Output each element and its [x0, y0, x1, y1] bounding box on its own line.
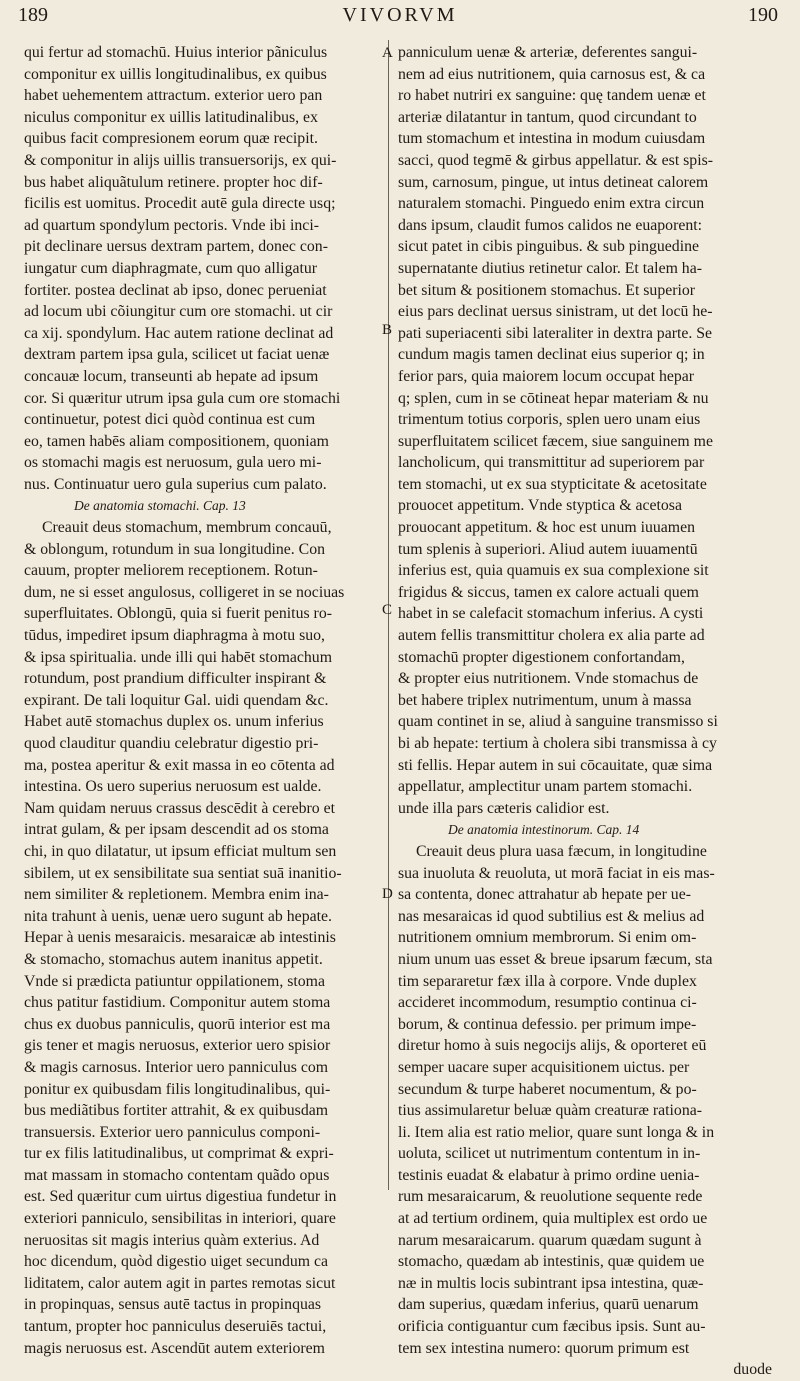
- text-line: testinis euadat & elabatur à primo ordine uenia-: [398, 1166, 700, 1184]
- text-line: hoc dicendum, quòd digestio uiget secundum ca: [24, 1253, 329, 1271]
- text-line: diretur homo à suis negocijs alijs, & oporteret eū: [398, 1037, 707, 1055]
- text-line: transuersis. Exterior uero panniculus componi-: [24, 1123, 321, 1141]
- text-line: tem stomachi, ut ex sua stypticitate & acetositate: [398, 475, 707, 493]
- text-line: naturalem stomachi. Pinguedo enim extra circun: [398, 195, 705, 213]
- text-line: tum stomachum et intestina in modum cuiusdam: [398, 130, 706, 148]
- text-line: tius assimularetur beluæ quàm creaturæ rationa-: [398, 1102, 702, 1120]
- text-line: dextram partem ipsa gula, scilicet ut faciat uenæ: [24, 346, 330, 364]
- text-line: nium unum uas esset & breue ipsarum fæcum, sta: [398, 950, 713, 968]
- text-line: nem similiter & repletionem. Membra enim ina-: [24, 886, 329, 904]
- text-line: prouocant appetitum. & hoc est unum iuuamen: [398, 519, 696, 537]
- text-line: orificia contiguantur cum fæcibus ipsis. Sunt au-: [398, 1318, 706, 1336]
- margin-letter-b: B: [382, 322, 393, 338]
- text-line: ponitur ex quibusdam filis longitudinalibus, qui-: [24, 1080, 331, 1098]
- text-line: continuetur, potest dici quòd continua est cum: [24, 411, 316, 429]
- text-line: expirant. De tali loquitur Gal. uidi quendam &c.: [24, 691, 329, 709]
- right-text-block-2: [398, 841, 772, 1359]
- text-line: pit declinare uersus dextram partem, donec con-: [24, 238, 328, 256]
- text-line: cauum, propter meliorem receptionem. Rotun-: [24, 562, 318, 580]
- text-line: ferior pars, quia maiorem locum occupat hepar: [398, 367, 695, 385]
- text-line: at ad tertium ordinem, quia multiplex est ordo ue: [398, 1210, 708, 1228]
- text-line: tūdus, impediret ipsum diaphragma à motu suo,: [24, 627, 325, 645]
- text-line: quam continet in se, aliud à sanguine transmisso si: [398, 713, 718, 731]
- left-column: [24, 42, 378, 1359]
- text-line: sicut patet in cibis pinguibus. & sub pinguedine: [398, 238, 699, 256]
- text-line: os stomachi magis est neruosum, gula uero mi-: [24, 454, 322, 472]
- text-line: pati superiacenti sibi lateraliter in dextra parte. Se: [398, 324, 713, 342]
- text-line: supernatante diutius retinetur calor. Et talem ha-: [398, 259, 702, 277]
- text-line: uoluta, scilicet ut nutrimentum contentum in in-: [398, 1145, 701, 1163]
- text-line: trimentum totius corporis, splen uero unam eius: [398, 411, 701, 429]
- margin-letter-c: C: [382, 602, 393, 618]
- text-line: & ipsa spiritualia. unde illi qui habēt stomachum: [24, 648, 332, 666]
- text-line: prouocet appetitum. Vnde styptica & acetosa: [398, 497, 682, 515]
- text-line: in propinquas, sensus autē tactus in propinquas: [24, 1296, 322, 1314]
- text-line: eo, tamen habēs aliam compositionem, quoniam: [24, 432, 329, 450]
- text-line: nus. Continuatur uero gula superius cum palato.: [24, 475, 327, 493]
- text-line: tum splenis à superiori. Aliud autem iuuamentū: [398, 540, 698, 558]
- text-line: nem ad eius nutritionem, quia carnosus est, & ca: [398, 65, 706, 83]
- chapter-heading-14: De anatomia intestinorum. Cap. 14: [448, 822, 640, 838]
- text-line: ficilis est uomitus. Procedit autē gula directe usq;: [24, 195, 336, 213]
- text-line: & componitur in alijs uillis transuersorijs, ex qui-: [24, 151, 337, 169]
- text-line: inferius est, quia quamuis ex sua complexione sit: [398, 562, 709, 580]
- text-line: tem sex intestina numero: quorum primum est: [398, 1339, 690, 1357]
- text-line: ro habet nutriri ex sanguine: quę tandem uenæ et: [398, 87, 706, 105]
- text-line: nas mesaraicas id quod subtilius est & melius ad: [398, 907, 705, 925]
- page-number-left: 189: [18, 4, 48, 26]
- text-line: intrat gulam, & per ipsam descendit ad os stoma: [24, 821, 329, 839]
- text-line: appellatur, amplectitur unam partem stomachi.: [398, 778, 693, 796]
- right-text-block-1: [398, 42, 772, 819]
- text-line: nita trahunt à uenis, uenæ uero sugunt ab hepate.: [24, 907, 332, 925]
- margin-letter-d: D: [382, 886, 393, 902]
- text-line: neruositas sit magis interius quàm exterius. Ad: [24, 1231, 320, 1249]
- catchword: duode: [733, 1361, 772, 1379]
- text-line: sum, carnosum, pingue, ut intus detineat calorem: [398, 173, 709, 191]
- text-line: chi, in quo dilatatur, ut ipsum efficiat multum sen: [24, 842, 337, 860]
- text-line: & oblongum, rotundum in sua longitudine. Con: [24, 540, 326, 558]
- text-line: Creauit deus stomachum, membrum concauū,: [42, 519, 332, 537]
- page-header: [0, 4, 800, 40]
- text-line: componitur ex uillis longitudinalibus, ex quibus: [24, 65, 327, 83]
- text-line: sibilem, ut ex sensibilitate sua sentiat suā inanitio-: [24, 864, 342, 882]
- text-line: bus mediãtibus fortiter attrahit, & ex quibusdam: [24, 1102, 329, 1120]
- text-line: intestina. Os uero superius neruosum est ualde.: [24, 778, 322, 796]
- text-line: bet situm & positionem stomachus. Et superior: [398, 281, 696, 299]
- text-line: bet habere triplex nutrimentum, unum à massa: [398, 691, 692, 709]
- text-line: exteriori panniculo, sensibilitas in interiori, quare: [24, 1210, 336, 1228]
- text-line: quibus facit compresionem eorum quæ recipit.: [24, 130, 318, 148]
- text-line: secundum & turpe haberet nocumentum, & po-: [398, 1080, 697, 1098]
- text-line: & magis carnosus. Interior uero panniculus com: [24, 1058, 329, 1076]
- text-line: habet uehementem attractum. exterior uero pan: [24, 87, 323, 105]
- text-line: frigidus & siccus, tamen ex calore actuali quem: [398, 583, 699, 601]
- text-line: Hepar à uenis mesaraicis. mesaraicæ ab intestinis: [24, 929, 336, 947]
- text-line: rotundum, post prandium difficulter inspirant &: [24, 670, 327, 688]
- text-line: eius pars declinat uersus sinistram, ut det locū he-: [398, 303, 713, 321]
- text-line: stomacho, quædam ab intestinis, quæ quidem ue: [398, 1253, 705, 1271]
- text-line: cundum magis tamen declinat eius superior q; in: [398, 346, 705, 364]
- text-line: næ in multis locis subintrant ipsa intestina, quæ-: [398, 1274, 704, 1292]
- text-line: ma, postea aperitur & exit massa in eo cōtenta ad: [24, 756, 335, 774]
- text-line: magis neruosus est. Ascendūt autem exteriorem: [24, 1339, 325, 1357]
- text-line: panniculum uenæ & arteriæ, deferentes sangui-: [398, 44, 698, 61]
- text-line: & propter eius nutritionem. Vnde stomachus de: [398, 670, 699, 688]
- text-line: tur ex filis latitudinalibus, ut comprimat & expri-: [24, 1145, 334, 1163]
- text-line: chus ex duobus panniculis, quorū interior est ma: [24, 1015, 331, 1033]
- text-line: quod clauditur quandiu celebratur digestio pri-: [24, 735, 319, 752]
- text-line: semper uacare super acquisitionem uictus. per: [398, 1058, 690, 1076]
- text-line: fortiter. postea declinat ab ipso, donec perueniat: [24, 281, 327, 299]
- text-line: bus habet aliquãtulum retinere. propter hoc dif-: [24, 173, 323, 191]
- text-line: Creauit deus plura uasa fæcum, in longitudine: [416, 842, 707, 860]
- text-line: chus patitur fastidium. Componitur autem stoma: [24, 994, 331, 1012]
- right-column: [398, 42, 772, 1381]
- page-number-right: 190: [748, 4, 778, 26]
- text-line: stomachū propter digestionem confortandam,: [398, 648, 685, 666]
- text-line: & stomacho, stomachus autem inanitus appetit.: [24, 950, 323, 968]
- text-line: Nam quidam neruus crassus descēdit à cerebro et: [24, 799, 335, 817]
- left-text-block-1: [24, 42, 378, 495]
- text-line: arteriæ dilatantur in tantum, quod circundant to: [398, 108, 697, 126]
- text-line: qui fertur ad stomachū. Huius interior pãniculus: [24, 44, 328, 61]
- running-title: VIVORVM: [342, 4, 458, 26]
- text-line: superfluitates. Oblongū, quia si fuerit penitus ro-: [24, 605, 332, 623]
- text-line: q; splen, cum in se cōtineat hepar materiam & nu: [398, 389, 709, 407]
- text-line: iungatur cum diaphragmate, cum quo alligatur: [24, 259, 318, 277]
- chapter-heading-13: De anatomia stomachi. Cap. 13: [74, 498, 246, 514]
- text-line: autem fellis transmittitur cholera ex alia parte ad: [398, 627, 705, 645]
- text-line: tantum, propter hoc panniculus deseruiēs tactui,: [24, 1318, 327, 1336]
- text-line: unde illa pars cæteris calidior est.: [398, 799, 610, 817]
- text-line: dum, ne si esset angulosus, colligeret in se nociuas: [24, 583, 345, 601]
- left-text-block-2: [24, 517, 378, 1359]
- text-line: bi ab hepate: tertium à cholera sibi transmissa à cy: [398, 735, 717, 752]
- text-line: accideret incommodum, resumptio continua ci-: [398, 994, 697, 1012]
- text-line: liditatem, calor autem agit in partes remotas sicut: [24, 1274, 336, 1292]
- text-line: habet in se calefacit stomachum inferius. A cysti: [398, 605, 704, 623]
- text-line: dans ipsum, claudit fumos calidos ne euaporent:: [398, 216, 703, 234]
- text-line: ca xij. spondylum. Hac autem ratione declinat ad: [24, 324, 334, 342]
- text-line: superfluitatem scilicet fæcem, siue sanguinem me: [398, 432, 713, 450]
- text-line: lancholicum, qui transmittitur ad superiorem par: [398, 454, 705, 472]
- text-line: niculus componitur ex uillis latitudinalibus, ex: [24, 108, 318, 126]
- text-line: Vnde si prædicta patiuntur oppilationem, stoma: [24, 972, 325, 990]
- text-line: rum mesaraicarum, & reuolutione sequente rede: [398, 1188, 703, 1206]
- text-line: est. Sed quæritur cum uirtus digestiua fundetur in: [24, 1188, 337, 1206]
- text-line: li. Item alia est ratio melior, quare sunt longa & in: [398, 1123, 715, 1141]
- text-line: cor. Si quæritur utrum ipsa gula cum ore stomachi: [24, 389, 341, 407]
- text-line: sa contenta, donec attrahatur ab hepate per ue-: [398, 886, 691, 904]
- margin-letter-a: A: [382, 45, 393, 61]
- text-line: gis tener et magis neruosus, exterior uero spisior: [24, 1037, 331, 1055]
- text-line: Habet autē stomachus duplex os. unum inferius: [24, 713, 324, 731]
- text-line: sti fellis. Hepar autem in sui cōcauitate, quæ sima: [398, 756, 713, 774]
- text-line: sua inuoluta & reuoluta, ut morā faciat in eis mas-: [398, 864, 715, 882]
- text-line: concauæ locum, transeunti ab hepate ad ipsum: [24, 367, 319, 385]
- text-line: narum mesaraicarum. quarum quædam sugunt à: [398, 1231, 702, 1249]
- text-line: borum, & continua defessio. per primum impe-: [398, 1015, 697, 1033]
- text-line: nutritionem omnium membrorum. Si enim om-: [398, 929, 697, 947]
- text-line: mat massam in stomacho contentam quãdo opus: [24, 1166, 330, 1184]
- text-line: ad locum ubi cõiungitur cum ore stomachi. ut cir: [24, 303, 333, 321]
- text-line: tim separaretur fæx illa à corpore. Vnde duplex: [398, 972, 697, 990]
- text-line: dam superius, quædam inferius, quarū uenarum: [398, 1296, 699, 1314]
- text-line: ad quartum spondylum pectoris. Vnde ibi inci-: [24, 216, 319, 234]
- text-line: sacci, quod tegmē & girbus appellatur. & est spis-: [398, 151, 713, 169]
